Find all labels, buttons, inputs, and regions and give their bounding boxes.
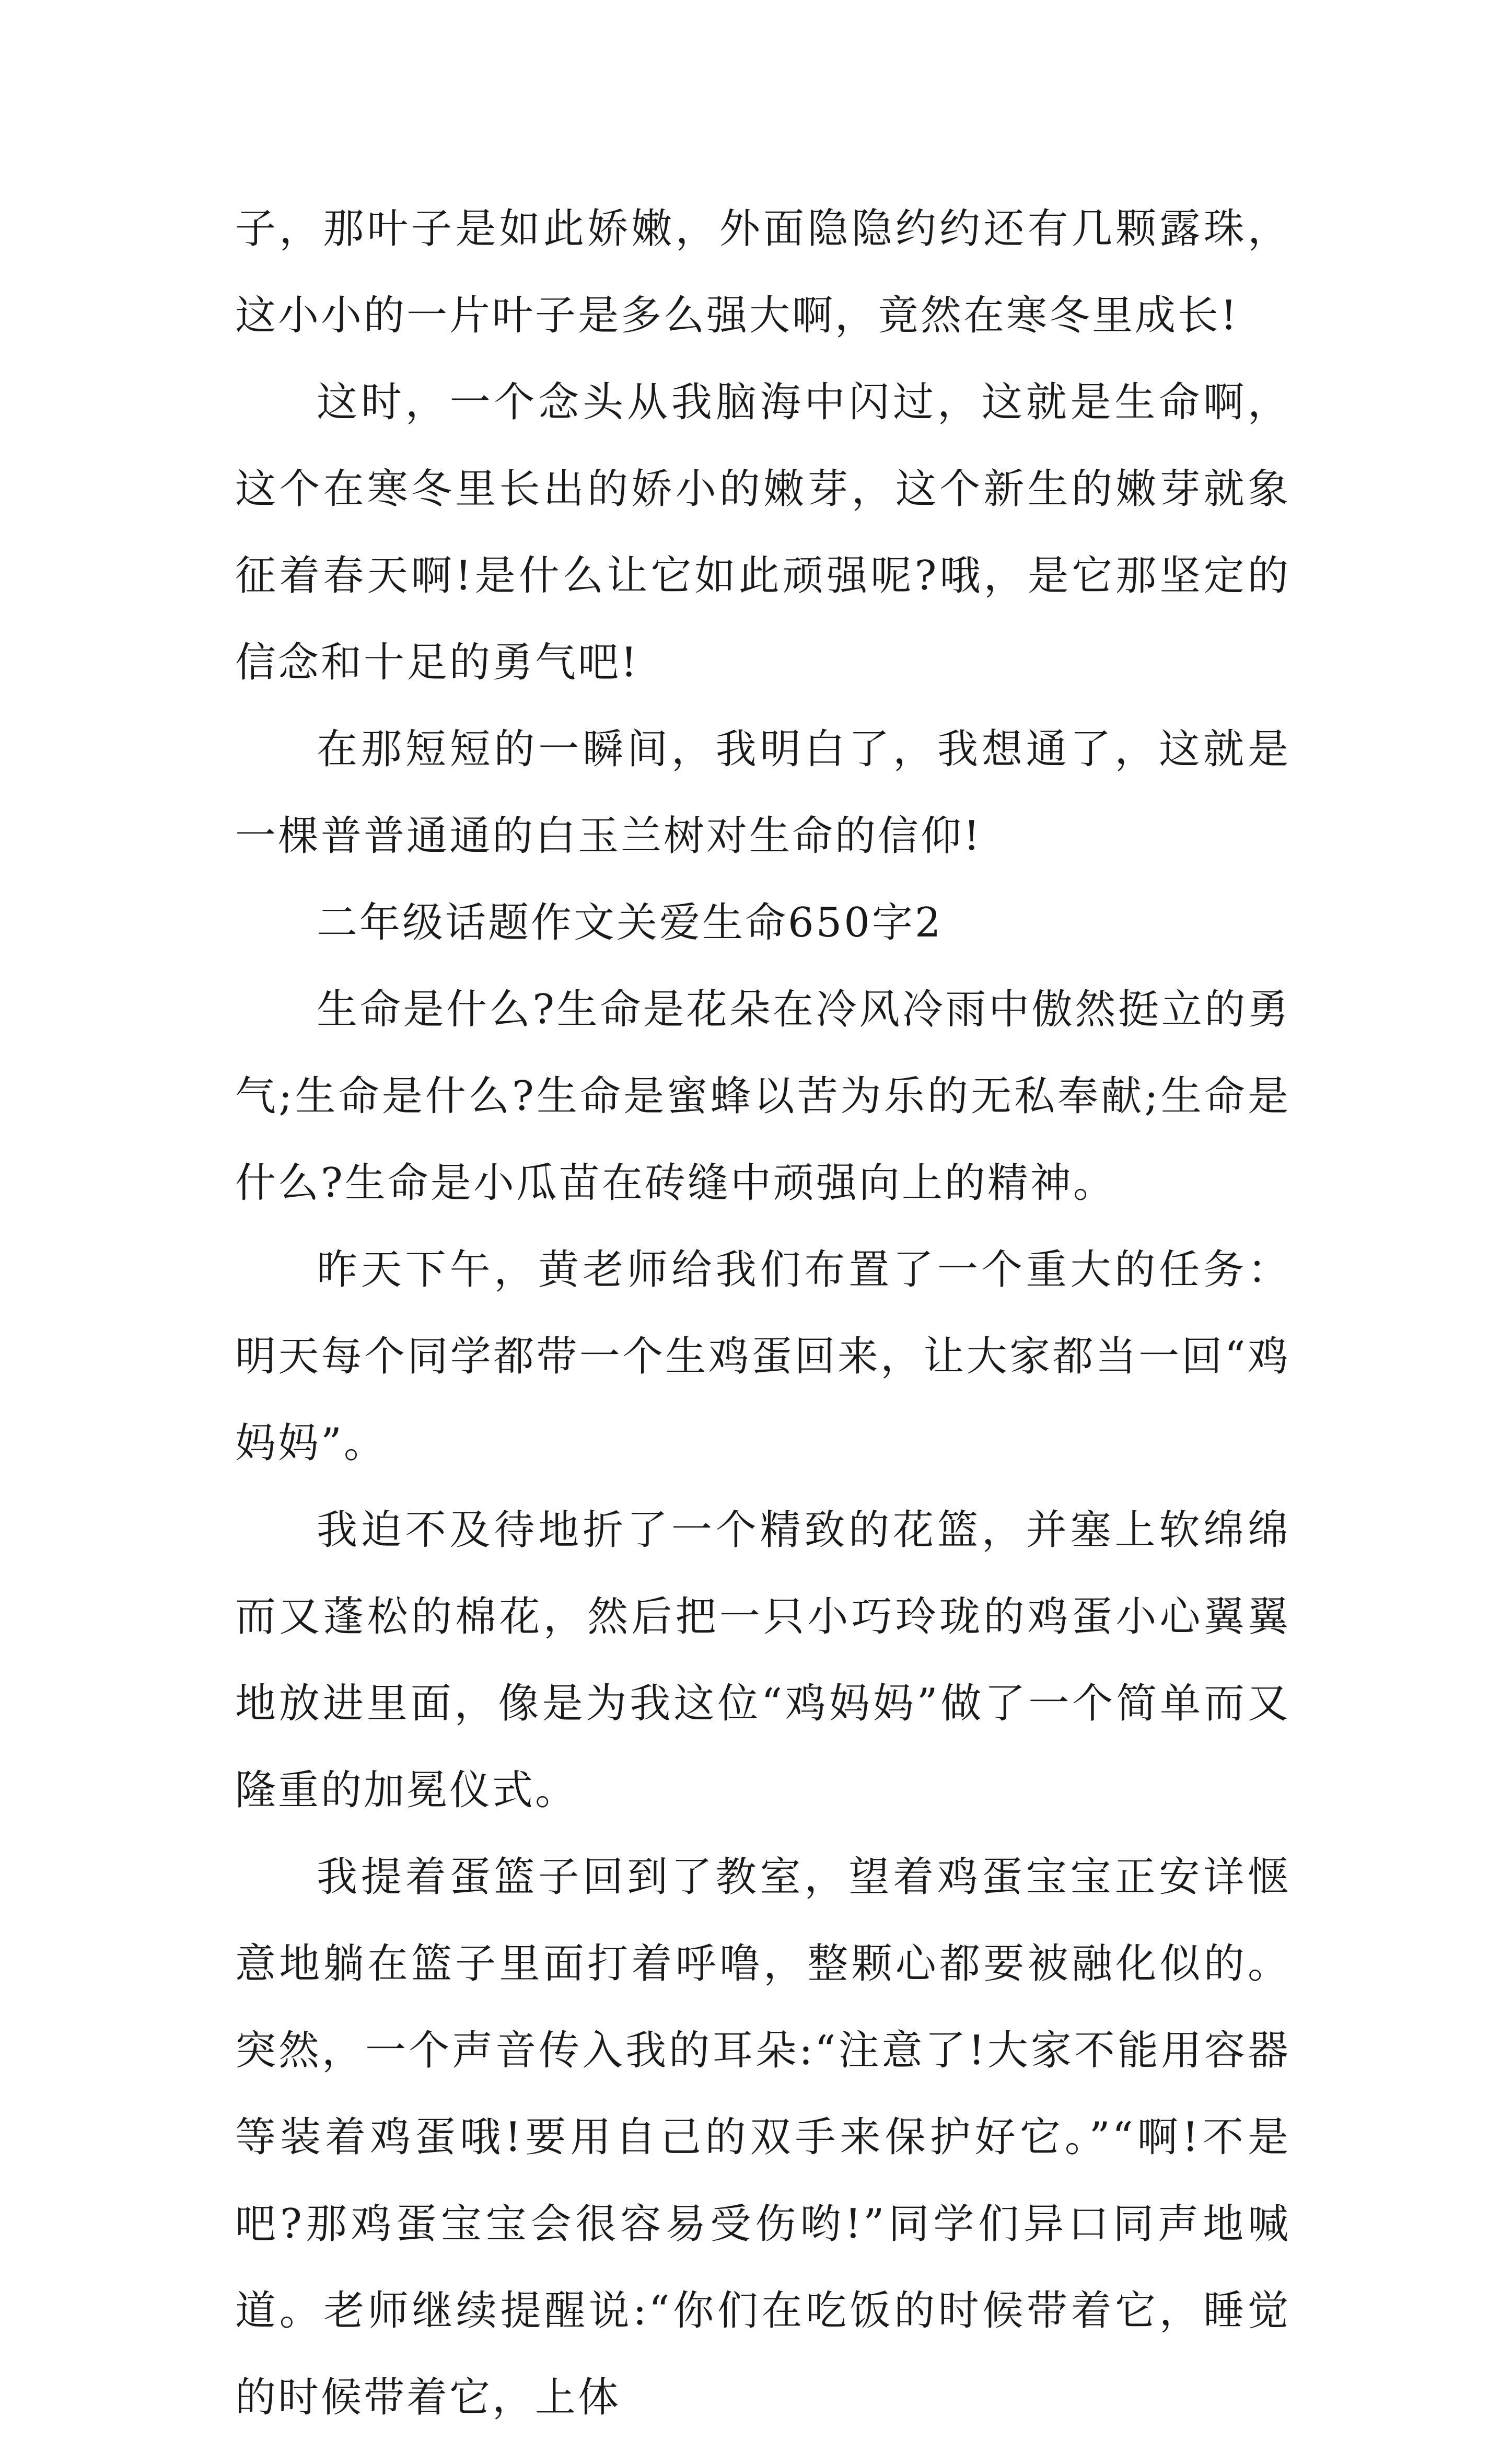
- paragraph-6: 我迫不及待地折了一个精致的花篮，并塞上软绵绵而又蓬松的棉花，然后把一只小巧玲珑的鸡蛋小心翼翼地放进里面，像是为我这位“鸡妈妈”做了一个简单而又隆重的加冕仪式。: [235, 1507, 1290, 1814]
- paragraph-3: 在那短短的一瞬间，我明白了，我想通了，这就是一棵普普通通的白玉兰树对生命的信仰!: [235, 726, 1290, 860]
- paragraph-1: 子，那叶子是如此娇嫩，外面隐隐约约还有几颗露珠，这小小的一片叶子是多么强大啊，竟然在寒冬里成长!: [235, 205, 1290, 339]
- essay-title-2: 二年级话题作文关爱生命650字2: [317, 899, 943, 946]
- essay-body: [235, 186, 1290, 2441]
- paragraph-2: 这时，一个念头从我脑海中闪过，这就是生命啊，这个在寒冬里长出的娇小的嫩芽，这个新生的嫩芽就象征着春天啊!是什么让它如此顽强呢?哦，是它那坚定的信念和十足的勇气吧!: [235, 379, 1290, 686]
- paragraph-4: 生命是什么?生命是花朵在冷风冷雨中傲然挺立的勇气;生命是什么?生命是蜜蜂以苦为乐的无私奉献;生命是什么?生命是小瓜苗在砖缝中顽强向上的精神。: [235, 986, 1290, 1207]
- paragraph-5: 昨天下午，黄老师给我们布置了一个重大的任务：明天每个同学都带一个生鸡蛋回来，让大家都当一回“鸡妈妈”。: [235, 1246, 1290, 1467]
- paragraph-7: 我提着蛋篮子回到了教室，望着鸡蛋宝宝正安详惬意地躺在篮子里面打着呼噜，整颗心都要被融化似的。突然，一个声音传入我的耳朵:“注意了!大家不能用容器等装着鸡蛋哦!要用自己的双手来保护好它。”“啊!不是吧?那鸡蛋宝宝会很容易受伤哟!”同学们异口同声地喊道。老师继续提醒说:“你们在吃饭的时候带着它，睡觉的时候带着它，上体: [235, 1854, 1290, 2421]
